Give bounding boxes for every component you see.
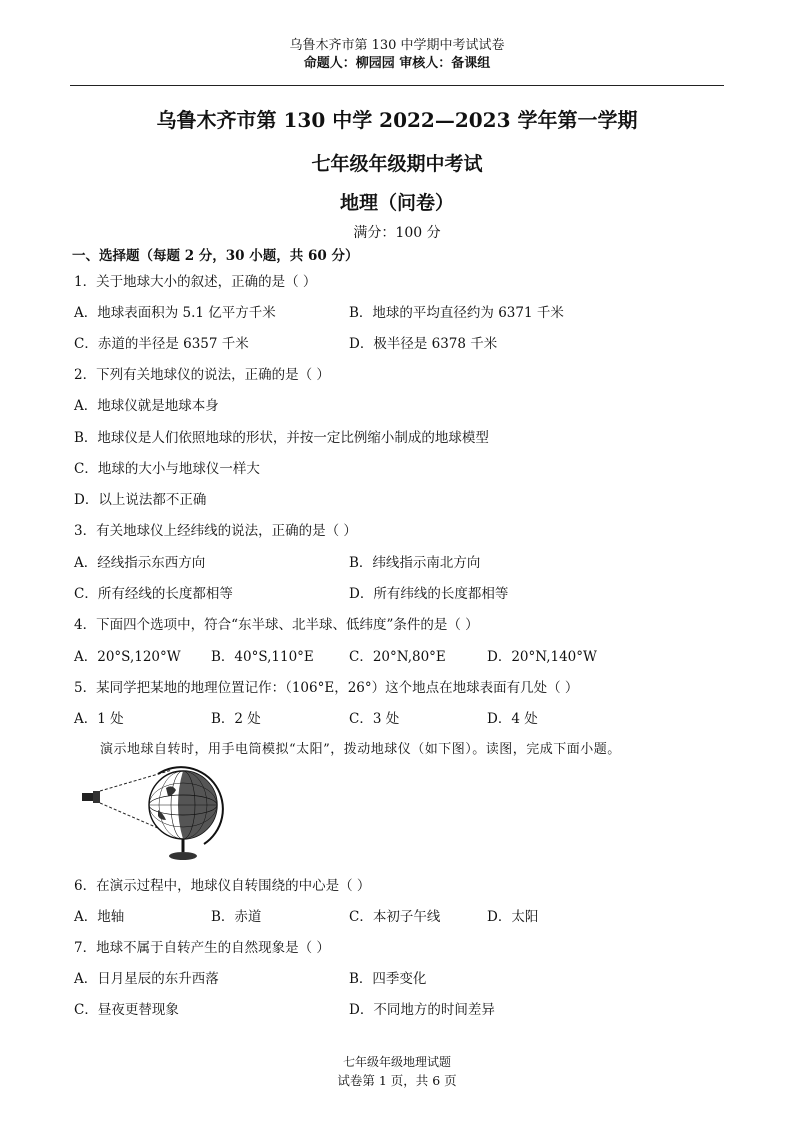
question-1-option-a: A．地球表面积为 5.1 亿平方千米 [74, 305, 276, 321]
question-4-option-b: B．40°S,110°E [211, 649, 314, 665]
question-2-option-b: B．地球仪是人们依照地球的形状，并按一定比例缩小制成的地球模型 [74, 430, 489, 446]
question-4-option-d: D．20°N,140°W [487, 649, 597, 665]
globe-icon [149, 767, 223, 860]
question-7-option-c: C．昼夜更替现象 [74, 1002, 179, 1018]
question-3-stem: 3．有关地球仪上经纬线的说法，正确的是（ ） [74, 523, 357, 539]
question-5-option-c: C．3 处 [349, 711, 400, 727]
question-3-option-b: B．纬线指示南北方向 [349, 555, 481, 571]
header-exam-name: 乌鲁木齐市第 130 中学期中考试试卷 [289, 38, 505, 53]
reading-material-note: 演示地球自转时，用手电筒模拟“太阳”，拨动地球仪（如下图）。读图，完成下面小题。 [100, 742, 621, 757]
question-5-stem: 5．某同学把某地的地理位置记作：（106°E，26°）这个地点在地球表面有几处（ ） [74, 680, 579, 696]
question-6-option-d: D．太阳 [487, 909, 539, 925]
flashlight-icon [82, 791, 100, 803]
question-3-option-c: C．所有经线的长度都相等 [74, 586, 233, 602]
question-7-option-b: B．四季变化 [349, 971, 427, 987]
question-7-stem: 7．地球不属于自转产生的自然现象是（ ） [74, 940, 330, 956]
question-4-stem: 4．下面四个选项中，符合“东半球、北半球、低纬度”条件的是（ ） [74, 617, 479, 633]
header-authors: 命题人：柳园园 审核人：备课组 [303, 56, 491, 71]
header-divider [70, 85, 724, 86]
question-6-option-b: B．赤道 [211, 909, 262, 925]
footer-page-number: 试卷第 1 页，共 6 页 [337, 1073, 457, 1088]
question-4-option-c: C．20°N,80°E [349, 649, 446, 665]
question-5-option-b: B．2 处 [211, 711, 261, 727]
question-2-stem: 2．下列有关地球仪的说法，正确的是（ ） [74, 367, 330, 383]
question-5-option-d: D．4 处 [487, 711, 538, 727]
question-3-option-a: A．经线指示东西方向 [74, 555, 206, 571]
question-3-option-d: D．所有纬线的长度都相等 [349, 586, 509, 602]
globe-flashlight-figure [78, 760, 228, 864]
question-7-option-d: D．不同地方的时间差异 [349, 1002, 495, 1018]
question-1-option-c: C．赤道的半径是 6357 千米 [74, 336, 249, 352]
question-1-stem: 1．关于地球大小的叙述，正确的是（ ） [74, 274, 317, 290]
question-6-option-a: A．地轴 [74, 909, 125, 925]
footer-subject: 七年级年级地理试题 [342, 1055, 451, 1069]
question-4-option-a: A．20°S,120°W [74, 649, 181, 665]
question-2-option-a: A．地球仪就是地球本身 [74, 398, 219, 414]
question-6-stem: 6．在演示过程中，地球仪自转围绕的中心是（ ） [74, 878, 371, 894]
question-1-option-b: B．地球的平均直径约为 6371 千米 [349, 305, 564, 321]
question-6-option-c: C．本初子午线 [349, 909, 441, 925]
exam-subtitle: 七年级年级期中考试 [311, 153, 483, 175]
question-1-option-d: D．极半径是 6378 千米 [349, 336, 498, 352]
exam-title: 乌鲁木齐市第 130 中学 2022—2023 学年第一学期 [156, 108, 638, 132]
question-7-option-a: A．日月星辰的东升西落 [74, 971, 219, 987]
section-heading: 一、选择题（每题 2 分，30 小题，共 60 分） [72, 248, 359, 264]
question-2-option-d: D．以上说法都不正确 [74, 492, 207, 508]
exam-subject: 地理（问卷） [339, 192, 454, 214]
question-5-option-a: A．1 处 [74, 711, 124, 727]
full-score: 满分：100 分 [353, 225, 441, 241]
question-2-option-c: C．地球的大小与地球仪一样大 [74, 461, 260, 477]
